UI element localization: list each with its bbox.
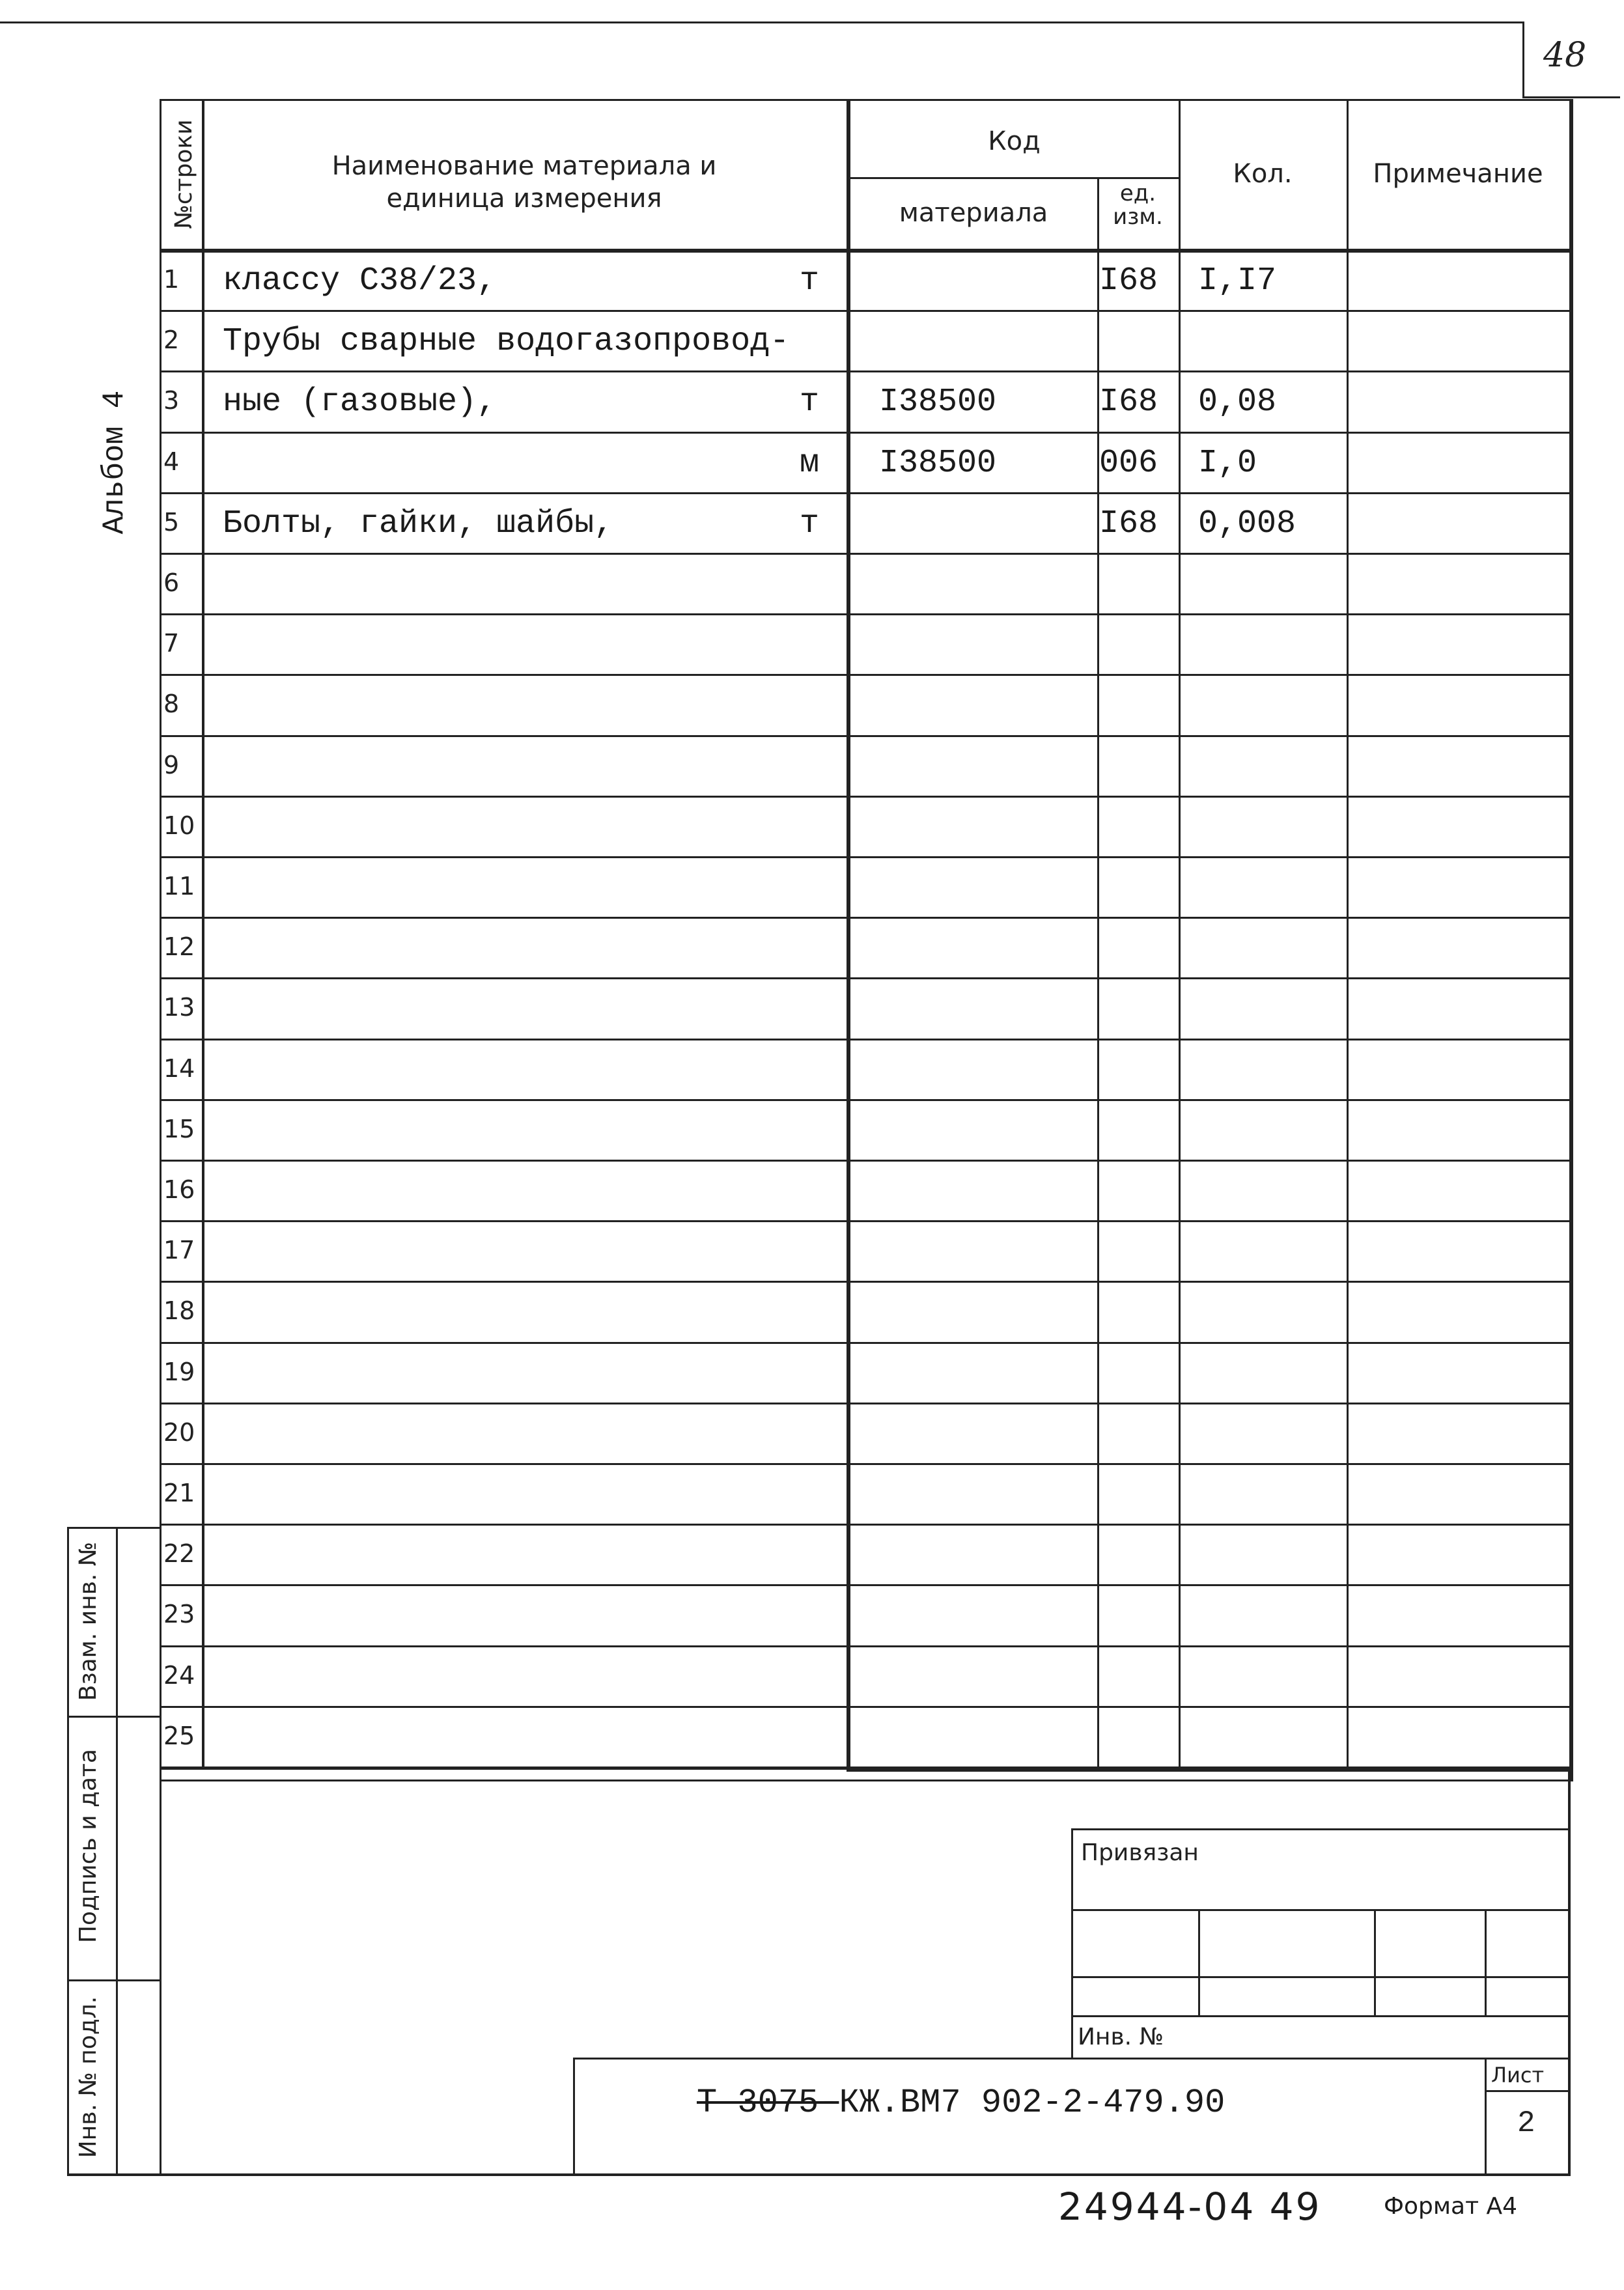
code-sub-border <box>847 177 1179 179</box>
row-number: 24 <box>163 1660 195 1690</box>
row-separator <box>160 1403 1569 1404</box>
row-number: 22 <box>163 1539 195 1569</box>
row-separator <box>160 1039 1569 1040</box>
row-number: 7 <box>163 629 180 658</box>
side-stamp-sep-2 <box>67 1979 161 1981</box>
tb-grid-inv <box>1071 2015 1571 2017</box>
tb-sheet-mid <box>1485 2090 1571 2092</box>
unit-mark: т <box>800 384 820 421</box>
side-stamp-top <box>67 1527 161 1529</box>
format-label: Формат А4 <box>1384 2193 1518 2220</box>
cipher-rest: КЖ.ВМ7 902-2-479.90 <box>839 2084 1225 2122</box>
unit-code: I68 <box>1099 384 1158 421</box>
row-separator <box>160 310 1569 312</box>
row-separator <box>160 977 1569 979</box>
frame-right-lower <box>1568 1771 1571 2175</box>
tb-grid-v3 <box>1485 1909 1487 2017</box>
row-separator <box>160 1099 1569 1101</box>
sheet-number: 48 <box>1543 36 1587 75</box>
header-code: Код <box>988 126 1041 156</box>
material-name: Болты, гайки, шайбы, <box>223 505 614 542</box>
material-code: I38500 <box>879 384 997 421</box>
tb-attached-top <box>1071 1828 1571 1830</box>
unit-mark: т <box>800 505 820 542</box>
row-separator <box>160 674 1569 676</box>
row-separator <box>160 613 1569 615</box>
tb-sheet-left <box>1485 2058 1487 2175</box>
row-separator <box>160 1645 1569 1647</box>
row-number: 20 <box>163 1417 195 1447</box>
row-number: 21 <box>163 1479 195 1507</box>
row-number: 17 <box>163 1236 195 1265</box>
tb-attached-left <box>1071 1828 1073 2060</box>
cipher-struck: Т 3075- <box>697 2084 839 2122</box>
tb-grid-mid <box>1071 1976 1571 1978</box>
material-name: классу С38/23, <box>223 262 497 300</box>
row-separator <box>160 735 1569 737</box>
row-separator <box>160 1281 1569 1283</box>
material-code: I38500 <box>879 444 997 482</box>
archive-stamp-number: 24944-04 49 <box>1058 2185 1322 2229</box>
frame-left-lower <box>160 1771 161 2175</box>
unit-code: 006 <box>1099 444 1158 482</box>
quantity: I,0 <box>1198 444 1257 482</box>
row-number: 13 <box>163 993 195 1022</box>
row-number: 1 <box>163 265 180 294</box>
material-name: ные (газовые), <box>223 384 497 421</box>
col-qty-right <box>1347 99 1349 1768</box>
unit-mark: т <box>800 262 820 300</box>
tb-grid-v2 <box>1374 1909 1376 2017</box>
row-number: 6 <box>163 568 180 597</box>
row-number: 19 <box>163 1357 195 1386</box>
row-separator <box>160 1524 1569 1526</box>
row-separator <box>160 1160 1569 1162</box>
header-row-no: №строки <box>171 119 197 229</box>
tb-attached-label: Привязан <box>1081 1839 1199 1866</box>
quantity: I,I7 <box>1198 262 1277 300</box>
tb-cipher-left <box>573 2058 575 2175</box>
header-material: материала <box>899 198 1048 228</box>
tb-cipher-top <box>573 2058 1571 2060</box>
row-number: 12 <box>163 932 195 962</box>
row-number: 18 <box>163 1296 195 1326</box>
row-number: 3 <box>163 386 180 415</box>
col-name-right <box>847 99 850 1772</box>
row-number: 9 <box>163 750 180 779</box>
top-right-tick <box>1522 21 1524 96</box>
header-note: Примечание <box>1373 159 1543 189</box>
row-separator <box>160 1463 1569 1465</box>
album-label: Альбом 4 <box>98 390 132 535</box>
row-number: 14 <box>163 1054 195 1083</box>
row-number: 10 <box>163 811 195 840</box>
row-number: 11 <box>163 872 195 901</box>
row-separator <box>160 553 1569 555</box>
tb-grid-top <box>1071 1909 1571 1911</box>
row-separator <box>160 1220 1569 1222</box>
frame-right <box>1569 99 1573 1781</box>
header-top-border <box>160 99 1569 101</box>
side-stamp-sign-date: Подпись и дата <box>75 1748 102 1944</box>
tb-sheet-value: 2 <box>1517 2106 1535 2140</box>
document-cipher <box>697 2084 1225 2122</box>
row-number: 2 <box>163 326 180 355</box>
row-separator <box>160 370 1569 372</box>
row-separator <box>160 492 1569 494</box>
header-bottom-border <box>160 249 1569 253</box>
row-separator <box>160 856 1569 858</box>
quantity: 0,008 <box>1198 505 1296 542</box>
row-number: 25 <box>163 1721 195 1750</box>
row-separator <box>160 432 1569 434</box>
row-number: 4 <box>163 447 180 476</box>
row-separator <box>160 917 1569 919</box>
top-right-rule <box>1522 96 1620 98</box>
row-number: 16 <box>163 1175 195 1204</box>
side-stamp-outer-left <box>67 1527 69 2175</box>
col-rowno-right <box>202 99 204 1768</box>
side-stamp-divider <box>116 1527 118 2175</box>
tb-sheet-label: Лист <box>1491 2063 1545 2088</box>
side-stamp-orig-inv: Инв. № подл. <box>75 1996 102 2158</box>
tb-grid-v1 <box>1198 1909 1200 2017</box>
row-number: 23 <box>163 1600 195 1629</box>
header-qty: Кол. <box>1233 159 1293 189</box>
row-separator <box>160 1706 1569 1708</box>
tb-inv-label: Инв. № <box>1078 2024 1164 2050</box>
header-unit: ед. изм. <box>1113 180 1163 230</box>
material-name: Трубы сварные водогазопровод- <box>223 323 790 361</box>
frame-after-table <box>160 1780 1573 1781</box>
frame-bottom <box>67 2173 1571 2176</box>
row-separator <box>160 1766 1569 1768</box>
side-stamp-replace-inv: Взам. инв. № <box>75 1541 102 1701</box>
unit-code: I68 <box>1099 505 1158 542</box>
unit-code: I68 <box>1099 262 1158 300</box>
quantity: 0,08 <box>1198 384 1277 421</box>
header-name: Наименование материала и единица измерения <box>331 151 717 214</box>
top-rule <box>0 21 1524 23</box>
row-number: 15 <box>163 1114 195 1143</box>
col-unit-right <box>1179 99 1181 1768</box>
unit-mark: м <box>800 444 820 482</box>
row-separator <box>160 1584 1569 1586</box>
row-separator <box>160 796 1569 798</box>
row-separator <box>160 1342 1569 1344</box>
row-number: 8 <box>163 690 180 719</box>
row-number: 5 <box>163 507 180 537</box>
